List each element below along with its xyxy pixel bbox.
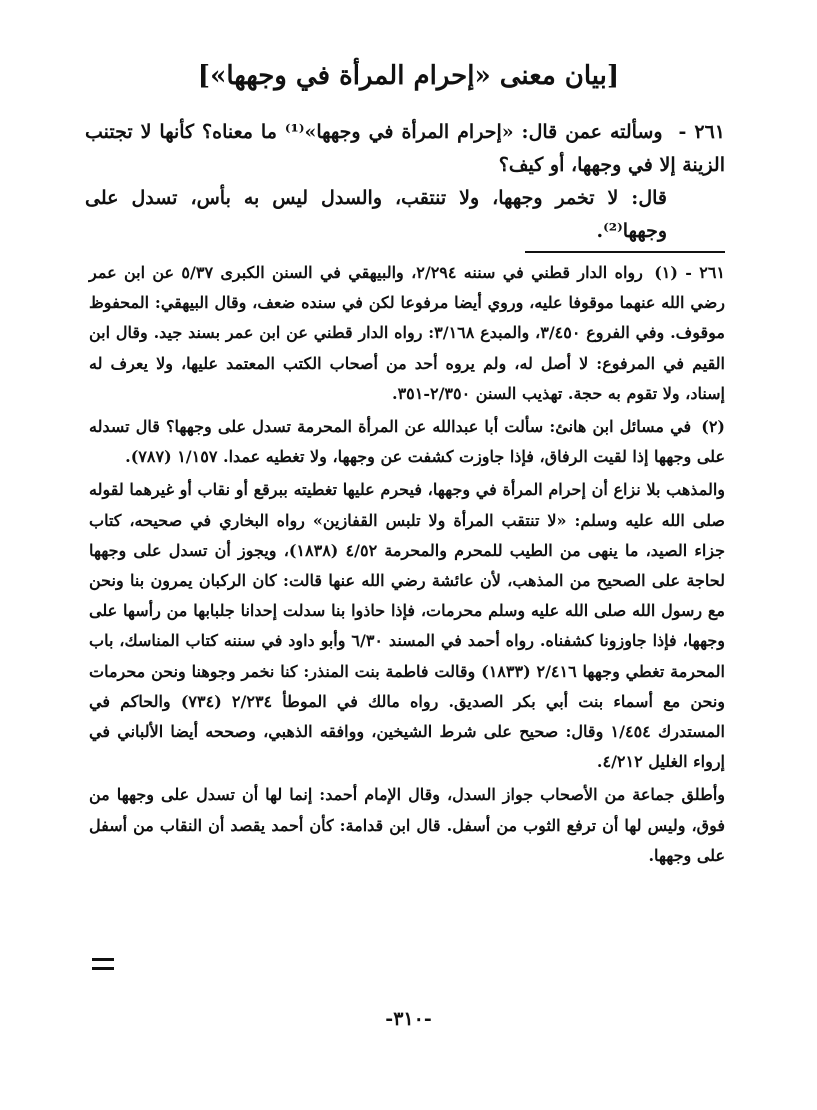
question-block xyxy=(85,116,725,248)
continuation-mark xyxy=(92,958,114,970)
footnote-text: والمذهب بلا نزاع أن إحرام المرأة في وجهها، فيحرم عليها تغطيته ببرقع أو نقاب أو غيرهما لقوله صلى الله عليه وسلم: «لا تنتقب المرأة ولا تلبس القفازين» رواه البخاري في صحيحه، كتاب جزاء الصيد، ما ينهى من الطيب للمحرم والمحرمة ٤/٥٢ (١٨٣٨)، ويجوز أن تسدل على وجهها لحاجة على الصحيح من المذهب، لأن عائشة رضي الله عنها قالت: كان الركبان يمرون بنا ونحن مع رسول الله صلى الله عليه وسلم محرمات، فإذا حاذوا بنا سدلت إحدانا جلبابها من رأسها على وجهها، فإذا جاوزونا كشفناه. رواه أحمد في المسند ٦/٣٠ وأبو داود في سننه كتاب المناسك، باب المحرمة تغطي وجهها ٢/٤١٦ (١٨٣٣) وقالت فاطمة بنت المنذر: كنا نخمر وجوهنا ونحن محرمات ونحن مع أسماء بنت أبي بكر الصديق. رواه مالك في الموطأ ٢/٢٣٤ (٧٣٤) والحاكم في المستدرك ١/٤٥٤ وقال: صحيح على شرط الشيخين، ووافقه الذهبي، وصححه أيضا الألباني في إرواء الغليل ٤/٢١٢. xyxy=(89,480,726,772)
footnotes-block xyxy=(89,258,725,874)
footnote-1 xyxy=(89,258,725,409)
question-paragraph xyxy=(85,116,725,182)
footnote-text: في مسائل ابن هانئ: سألت أبا عبدالله عن المرأة المحرمة تسدل على وجهها؟ قال تسدله على وجهها إذا لقيت الرفاق، فإذا جاوزت كشفت عن وجهها، ولا تغطيه عمدا. ١/١٥٧ (٧٨٧). xyxy=(89,417,725,467)
section-title: [بيان معنى «إحرام المرأة في وجهها»] xyxy=(197,61,620,91)
footnote-2 xyxy=(89,412,725,472)
question-text: وسألته عمن قال: «إحرام المرأة في وجهها»⁽¹⁾ ما معناه؟ كأنها لا تجتنب الزينة إلا في وجهها، أو كيف؟ xyxy=(85,121,725,176)
footnote-2-continuation xyxy=(89,780,725,871)
footnote-divider xyxy=(525,251,725,253)
answer-paragraph: قال: لا تخمر وجهها، ولا تنتقب، والسدل ليس به بأس، تسدل على وجهها⁽²⁾. xyxy=(85,187,667,242)
footnote-text: رواه الدار قطني في سننه ٢/٢٩٤، والبيهقي في السنن الكبرى ٥/٣٧ عن ابن عمر رضي الله عنهما موقوفا عليه، وروي أيضا مرفوعا لكن في سنده ضعف، وقال البيهقي: المحفوظ موقوف. وفي الفروع ٣/٤٥٠، والمبدع ٣/١٦٨: رواه الدار قطني عن ابن عمر بسند جيد. وقال ابن القيم في المرفوع: لا أصل له، ولم يروه أحد من أصحاب الكتب المعتمد عليها، ولا يعرف له إسناد، ولا تقوم به حجة. تهذيب السنن ٢/٣٥٠-٣٥١. xyxy=(89,263,726,403)
footnote-text: وأطلق جماعة من الأصحاب جواز السدل، وقال الإمام أحمد: إنما لها أن تسدل على وجهها من فوق، وليس لها أن ترفع الثوب من أسفل. قال ابن قدامة: كأن أحمد يقصد أن النقاب من أسفل على وجهها. xyxy=(89,785,725,865)
page-number: -٣١٠- xyxy=(385,1008,432,1030)
footnote-label: ٢٦١ - (١) xyxy=(654,263,726,282)
footnote-2-continuation xyxy=(89,475,725,777)
footnote-label: (٢) xyxy=(701,417,725,437)
question-number: ٢٦١ - xyxy=(670,121,725,143)
